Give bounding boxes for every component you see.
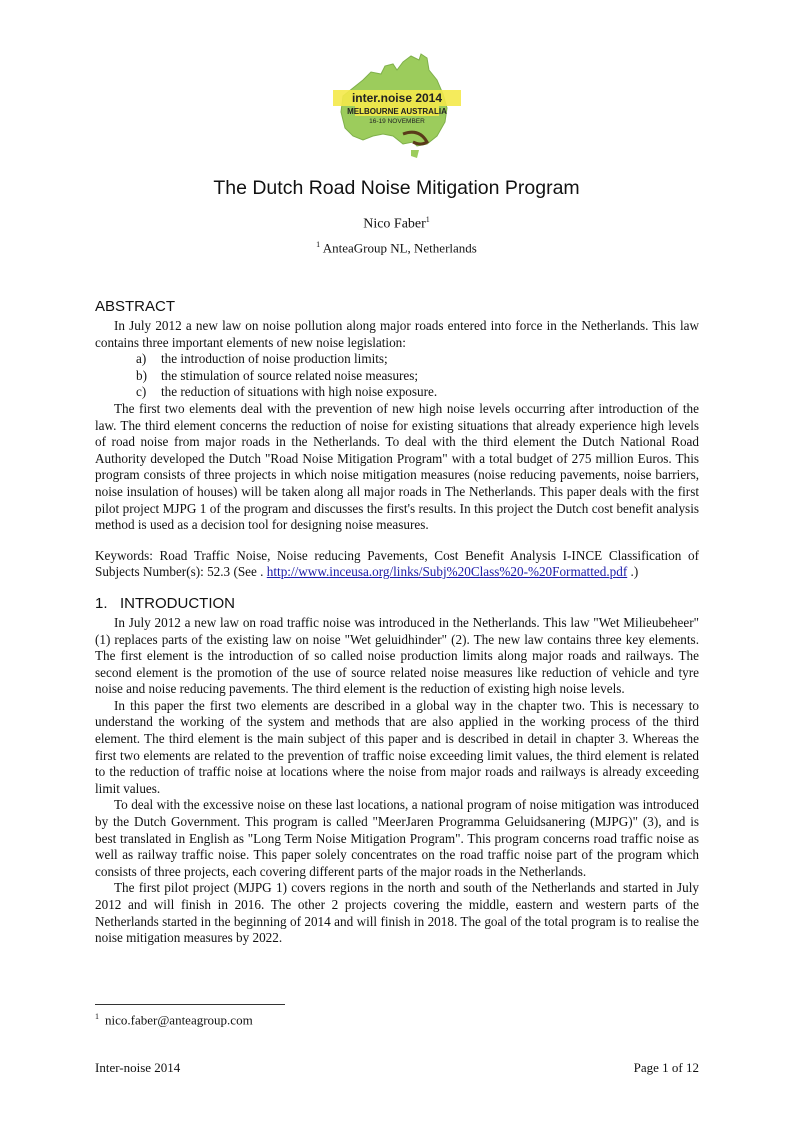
intro-paragraph-3: To deal with the excessive noise on these last locations, a national program of noise mitigation was introduced by the Dutch Government. This program is called "MeerJaren Programma Geluidsanering (MJPG)" (3), and is best translated in English as "Long Term Noise Mitigation Program". This program concerns road traffic noise as well as railway traffic noise. This paper solely concentrates on the road traffic noise part of the program which consists of three projects, each covering different parts of the major roads in the Netherlands.	[95, 797, 699, 879]
keywords-tail: .)	[627, 564, 639, 580]
abstract-heading: ABSTRACT	[95, 298, 176, 315]
list-marker: a)	[136, 351, 147, 367]
logo-line3: 16-19 NOVEMBER	[369, 118, 425, 125]
affiliation-line	[0, 240, 793, 256]
list-text: the reduction of situations with high noise exposure.	[161, 384, 438, 400]
list-text: the stimulation of source related noise measures;	[161, 367, 419, 383]
intro-paragraph-2: In this paper the first two elements are described in a global way in the chapter two. This is necessary to understand the working of the system and methods that are also applied in the working process of the third element. The third element is the main subject of this paper and is described in detail in chapter 3. Whereas the first two elements are related to the prevention of traffic noise exceeding limit values, the third element is related to the reduction of traffic noise at locations where the noise from major roads and railways is already exceeding limit values.	[95, 697, 699, 796]
footer-conference: Inter-noise 2014	[95, 1060, 181, 1075]
footnote	[95, 1012, 253, 1028]
logo-line1: inter.noise 2014	[351, 91, 443, 105]
intro-paragraph-1: In July 2012 a new law on road traffic noise was introduced in the Netherlands. This law "Wet Milieubeheer" (1) replaces parts of the existing law on noise "Wet geluidhinder" (2). The new law contains three key elements. The first element is the introduction of so called noise production limits along major roads and railways. The second element is the promotion of the use of source related noise measures like reduction of vehicle and tyre noise and noise reducing pavements. The third element is the reduction of existing high noise levels.	[95, 614, 699, 697]
conference-logo	[333, 50, 461, 162]
list-marker: c)	[136, 384, 147, 400]
footnote-email[interactable]: nico.faber@anteagroup.com	[105, 1012, 253, 1028]
keywords	[95, 548, 699, 581]
list-item	[136, 368, 699, 385]
abstract-body: The first two elements deal with the prevention of new high noise levels occurring after introduction of the law. The third element concerns the reduction of noise for existing situations that already experience high levels of road noise from major roads in the Netherlands. To deal with the third element the Dutch National Road Authority developed the Dutch "Road Noise Mitigation Program" with a total budget of 275 million Euros. This program consists of three projects in which noise mitigation measures (noise reducing pavements, noise barriers, noise insulation of houses) will be taken along all major roads in The Netherlands. This paper deals with the first pilot project MJPG 1 of the program and discusses the first's results. In this project the Dutch cost benefit analysis method is used as a decision tool for designing noise measures.	[95, 400, 699, 533]
section-heading-introduction: 1. INTRODUCTION	[95, 594, 236, 612]
footer-page-number: Page 1 of 12	[633, 1060, 699, 1075]
classification-link[interactable]: http://www.inceusa.org/links/Subj%20Class%20-%20Formatted.pdf	[266, 564, 628, 580]
logo-line2: MELBOURNE AUSTRALIA	[347, 107, 447, 116]
author-line	[0, 215, 793, 233]
footnote-rule	[95, 1004, 285, 1005]
affiliation: AnteaGroup NL, Netherlands	[322, 240, 477, 256]
footnote-mark: 1	[95, 1012, 99, 1021]
list-item	[136, 384, 699, 401]
author-name: Nico Faber	[363, 216, 426, 232]
intro-paragraph-4: The first pilot project (MJPG 1) covers regions in the north and south of the Netherlands and started in July 2012 and will finish in 2016. The other 2 projects covering the middle, eastern and western parts of the Netherlands started in the beginning of 2014 and will finish in 2018. The goal of the total program is to realise the noise mitigation measures by 2022.	[95, 880, 699, 946]
paper-body	[95, 298, 699, 947]
affiliation-mark: 1	[316, 240, 321, 249]
list-item	[136, 351, 699, 368]
list-text: the introduction of noise production limits;	[161, 351, 388, 367]
author-footnote-mark: 1	[425, 215, 430, 224]
australia-map-logo-icon	[333, 50, 461, 162]
keywords-text: Keywords: Road Traffic Noise, Noise reducing Pavements, Cost Benefit Analysis I-INCE Classification of Subjects Number(s): 52.3 (See .	[95, 547, 699, 580]
list-marker: b)	[136, 367, 147, 383]
paper-title: The Dutch Road Noise Mitigation Program	[213, 177, 580, 199]
abstract-list	[95, 351, 699, 401]
abstract-intro: In July 2012 a new law on noise pollution along major roads entered into force in the Netherlands. This law contains three important elements of new noise legislation:	[95, 318, 699, 350]
